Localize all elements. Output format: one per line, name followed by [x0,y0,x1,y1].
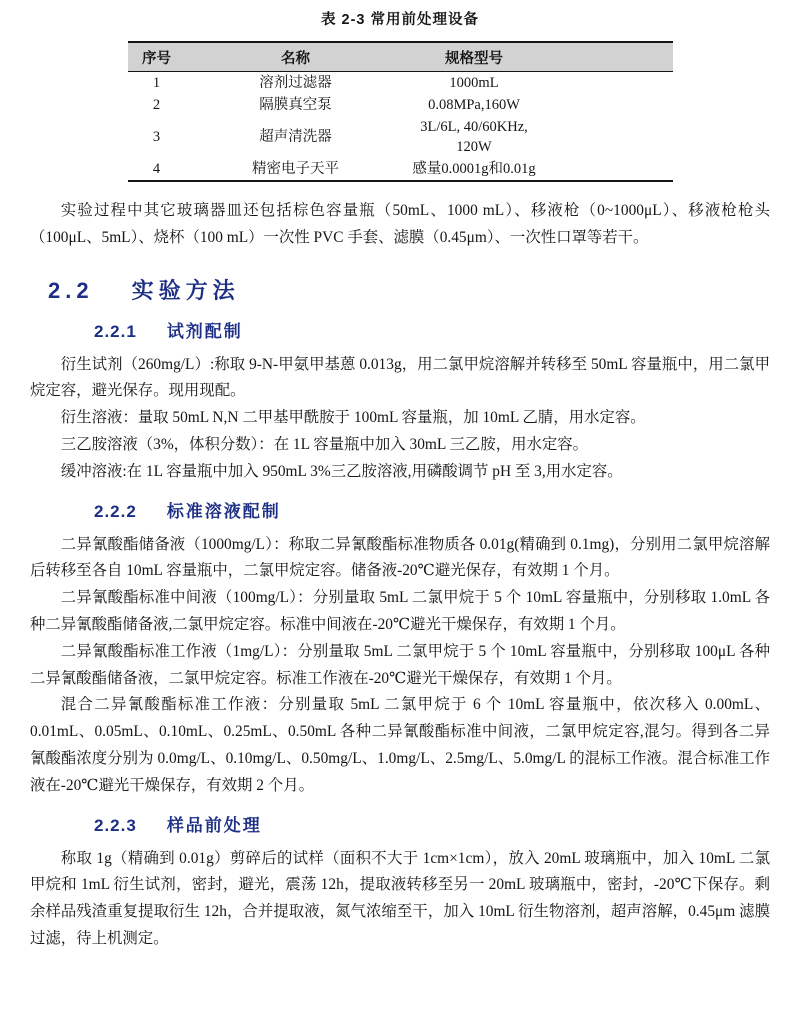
section-heading-2-2 [48,276,770,306]
paragraph-buffer-solution: 缓冲溶液:在 1L 容量瓶中加入 950mL 3%三乙胺溶液,用磷酸调节 pH 至 3,用水定容。 [60,462,623,480]
paragraph-triethylamine-solution: 三乙胺溶液（3%，体积分数）：在 1L 容量瓶中加入 30mL 三乙胺，用水定容。 [60,435,589,453]
col-header-index: 序号 [128,42,186,72]
paragraph-intermediate-solution: 二异氰酸酯标准中间液（100mg/L）：分别量取 5mL 二氯甲烷于 5 个 10mL 容量瓶中，分别移取 1.0mL 各种二异氰酸酯储备液,二氯甲烷定容。标准中间液在-20℃避光干燥保存，有效期 1 个月。 [30,589,770,633]
paragraph-sample-pretreatment: 称取 1g（精确到 0.01g）剪碎后的试样（面积不大于 1cm×1cm），放入 20mL 玻璃瓶中，加入 10mL 二氯甲烷和 1mL 衍生试剂，密封，避光，震荡 12h，提取液转移至另一 20mL 玻璃瓶中，密封，-20℃下保存。剩余样品残渣重复提取衍生 12h，合并提取液，氮气浓缩至干，加入 10mL 衍生物溶剂，超声溶解，0.45μm 滤膜过滤，待上机测定。 [30,849,770,947]
table-row [128,158,673,181]
subsection-title: 标准溶液配制 [166,501,281,521]
cell-index: 1 [152,75,161,91]
subsection-title: 样品前处理 [166,815,262,835]
subsection-heading-2-2-1 [94,320,770,344]
cell-spec: 1000mL [449,75,499,91]
table-row [128,72,673,95]
intro-paragraph: 实验过程中其它玻璃器皿还包括棕色容量瓶（50mL、1000 mL）、移液枪（0~1000μL）、移液枪枪头（100μL、5mL）、烧杯（100 mL）一次性 PVC 手套、滤膜（0.45μm）、一次性口罩等若干。 [30,202,770,246]
paragraph-mixed-working-solution: 混合二异氰酸酯标准工作液：分别量取 5mL 二氯甲烷于 6 个 10mL 容量瓶中，依次移入 0.00mL、0.01mL、0.05mL、0.10mL、0.25mL、0.50mL 各种二异氰酸酯标准中间液，二氯甲烷定容,混匀。得到各二异氰酸酯浓度分别为 0.0mg/L、0.10mg/L、0.50mg/L、1.0mg/L、2.5mg/L、5.0mg/L 的混标工作液。混合标准工作液在-20℃避光干燥保存，有效期 2 个月。 [30,696,770,794]
col-header-spec: 规格型号 [406,42,673,72]
subsection-number: 2.2.3 [94,815,137,835]
table-row [128,94,673,116]
equipment-table [128,41,673,182]
subsection-number: 2.2.2 [94,501,137,521]
subsection-heading-2-2-3 [94,814,770,838]
paragraph-derivative-solution: 衍生溶液：量取 50mL N,N 二甲基甲酰胺于 100mL 容量瓶，加 10mL 乙腈，用水定容。 [60,409,646,427]
cell-name: 精密电子天平 [252,161,339,177]
cell-spec: 3L/6L, 40/60KHz, 120W [420,119,528,155]
subsection-title: 试剂配制 [166,321,243,341]
cell-index: 2 [152,97,161,113]
table-row [128,116,673,158]
cell-name: 溶剂过滤器 [259,75,332,91]
table-caption: 表 2-3 常用前处理设备 [320,12,479,28]
section-title: 实验方法 [131,277,240,303]
subsection-heading-2-2-2 [94,500,770,524]
cell-spec: 0.08MPa,160W [428,97,520,113]
paragraph-working-solution: 二异氰酸酯标准工作液（1mg/L）：分别量取 5mL 二氯甲烷于 5 个 10mL 容量瓶中，分别移取 100μL 各种二异氰酸酯储备液，二氯甲烷定容。标准工作液在-20℃避光干燥保存，有效期 1 个月。 [30,642,770,687]
paragraph-derivative-reagent: 衍生试剂（260mg/L）:称取 9-N-甲氨甲基蒽 0.013g，用二氯甲烷溶解并转移至 50mL 容量瓶中，用二氯甲烷定容，避光保存。现用现配。 [30,355,770,400]
col-header-name: 名称 [186,42,406,72]
cell-name: 隔膜真空泵 [259,97,332,113]
cell-index: 3 [152,129,161,145]
paragraph-stock-solution: 二异氰酸酯储备液（1000mg/L）：称取二异氰酸酯标准物质各 0.01g(精确到 0.1mg)，分别用二氯甲烷溶解后转移至各自 10mL 容量瓶中，二氯甲烷定容。储备液-20℃避光保存，有效期 1 个月。 [30,535,770,580]
cell-spec: 感量0.0001g和0.01g [412,161,536,177]
cell-name: 超声清洗器 [259,129,332,145]
table-header-row [128,42,673,72]
section-number: 2.2 [48,277,94,303]
cell-index: 4 [152,161,161,177]
subsection-number: 2.2.1 [94,321,137,341]
